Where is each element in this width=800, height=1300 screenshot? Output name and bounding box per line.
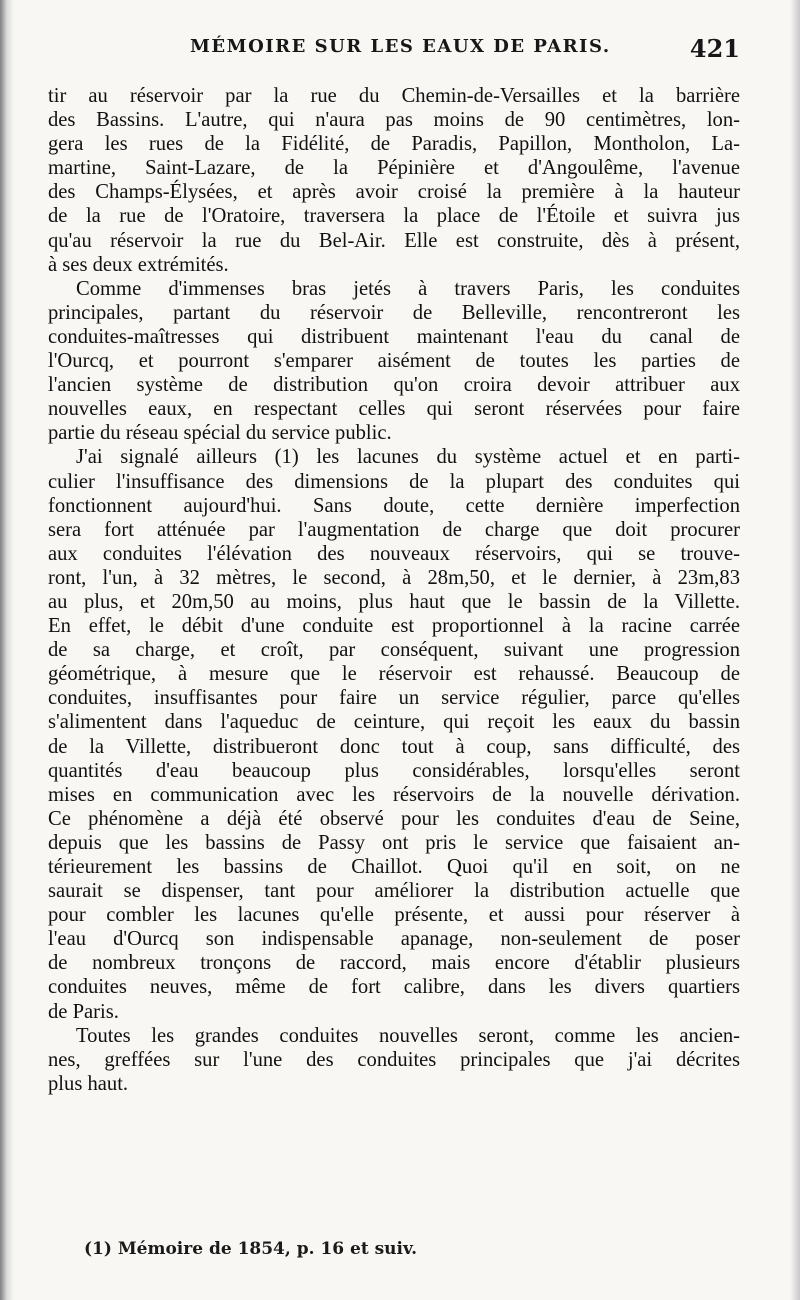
text-line: ront, l'un, à 32 mètres, le second, à 28m,50, et le dernier, à 23m,83 (48, 566, 740, 589)
text-line: martine, Saint-Lazare, de la Pépinière et d'Angoulême, l'avenue (48, 157, 740, 180)
text-line: conduites-maîtresses qui distribuent maintenant l'eau du canal de (48, 325, 740, 348)
text-line: l'Ourcq, et pourront s'emparer aisément de toutes les parties de (48, 350, 740, 373)
text-line: depuis que les bassins de Passy ont pris le service que faisaient an- (48, 831, 740, 854)
text-line: fonctionnent aujourd'hui. Sans doute, cette dernière imperfection (48, 494, 740, 517)
text-line: conduites, insuffisantes pour faire un service régulier, parce qu'elles (48, 687, 740, 710)
text-line: culier l'insuffisance des dimensions de la plupart des conduites qui (48, 470, 740, 493)
text-line: de sa charge, et croît, par conséquent, suivant une progression (48, 639, 740, 662)
text-line: géométrique, à mesure que le réservoir est rehaussé. Beaucoup de (48, 663, 740, 686)
text-line: s'alimentent dans l'aqueduc de ceinture, qui reçoit les eaux du bassin (48, 711, 740, 734)
text-line: de nombreux tronçons de raccord, mais encore d'établir plusieurs (48, 952, 740, 975)
text-line: des Bassins. L'autre, qui n'aura pas moins de 90 centimètres, lon- (48, 109, 740, 132)
text-line: à ses deux extrémités. (48, 253, 229, 276)
text-line: de la Villette, distribueront donc tout à coup, sans difficulté, des (48, 735, 740, 758)
text-line: aux conduites l'élévation des nouveaux réservoirs, qui se trouve- (48, 542, 740, 565)
page-number: 421 (689, 34, 740, 63)
text-line: plus haut. (48, 1072, 129, 1095)
page-gutter-shadow (0, 0, 14, 1300)
paragraph-first-line: Comme d'immenses bras jetés à travers Paris, les conduites (76, 277, 740, 300)
text-line: térieurement les bassins de Chaillot. Quoi qu'il en soit, on ne (48, 856, 740, 878)
text-line: de Paris. (48, 1000, 119, 1023)
text-line: nouvelles eaux, en respectant celles qui seront réservées pour faire (48, 398, 740, 421)
text-line: Ce phénomène a déjà été observé pour les conduites d'eau de Seine, (48, 807, 740, 830)
footnote: (1) Mémoire de 1854, p. 16 et suiv. (84, 1239, 418, 1259)
text-line: des Champs-Élysées, et après avoir croisé la première à la hauteur (48, 181, 740, 204)
text-line: tir au réservoir par la rue du Chemin-de-Versailles et la barrière (48, 85, 740, 107)
page-header (40, 34, 740, 66)
text-line: gera les rues de la Fidélité, de Paradis, Papillon, Montholon, La- (48, 133, 740, 156)
text-line: partie du réseau spécial du service public. (48, 422, 392, 445)
text-line: sera fort atténuée par l'augmentation de charge que doit procurer (48, 518, 740, 541)
body-text (48, 84, 740, 1096)
text-line: de la rue de l'Oratoire, traversera la place de l'Étoile et suivra jus (48, 205, 740, 228)
page-edge-shadow (790, 0, 800, 1300)
text-line: conduites neuves, même de fort calibre, dans les divers quartiers (48, 976, 740, 999)
text-line: mises en communication avec les réservoirs de la nouvelle dérivation. (48, 783, 740, 806)
text-line: nes, greffées sur l'une des conduites principales que j'ai décrites (48, 1048, 740, 1071)
text-line: En effet, le débit d'une conduite est proportionnel à la racine carrée (48, 615, 740, 638)
running-title: MÉMOIRE SUR LES EAUX DE PARIS. (190, 36, 611, 57)
text-line: l'eau d'Ourcq son indispensable apanage, non-seulement de poser (48, 928, 740, 951)
text-line: principales, partant du réservoir de Belleville, rencontreront les (48, 301, 740, 324)
text-line: l'ancien système de distribution qu'on croira devoir attribuer aux (48, 374, 740, 397)
text-line: saurait se dispenser, tant pour améliorer la distribution actuelle que (48, 880, 740, 903)
text-line: qu'au réservoir la rue du Bel-Air. Elle est construite, dès à présent, (48, 229, 740, 252)
text-line: au plus, et 20m,50 au moins, plus haut que le bassin de la Villette. (48, 590, 740, 613)
text-line: pour combler les lacunes qu'elle présente, et aussi pour réserver à (48, 904, 740, 927)
paragraph-first-line: J'ai signalé ailleurs (1) les lacunes du système actuel et en parti- (76, 446, 740, 469)
text-line: quantités d'eau beaucoup plus considérables, lorsqu'elles seront (48, 759, 740, 782)
paragraph-first-line: Toutes les grandes conduites nouvelles seront, comme les ancien- (76, 1024, 740, 1047)
